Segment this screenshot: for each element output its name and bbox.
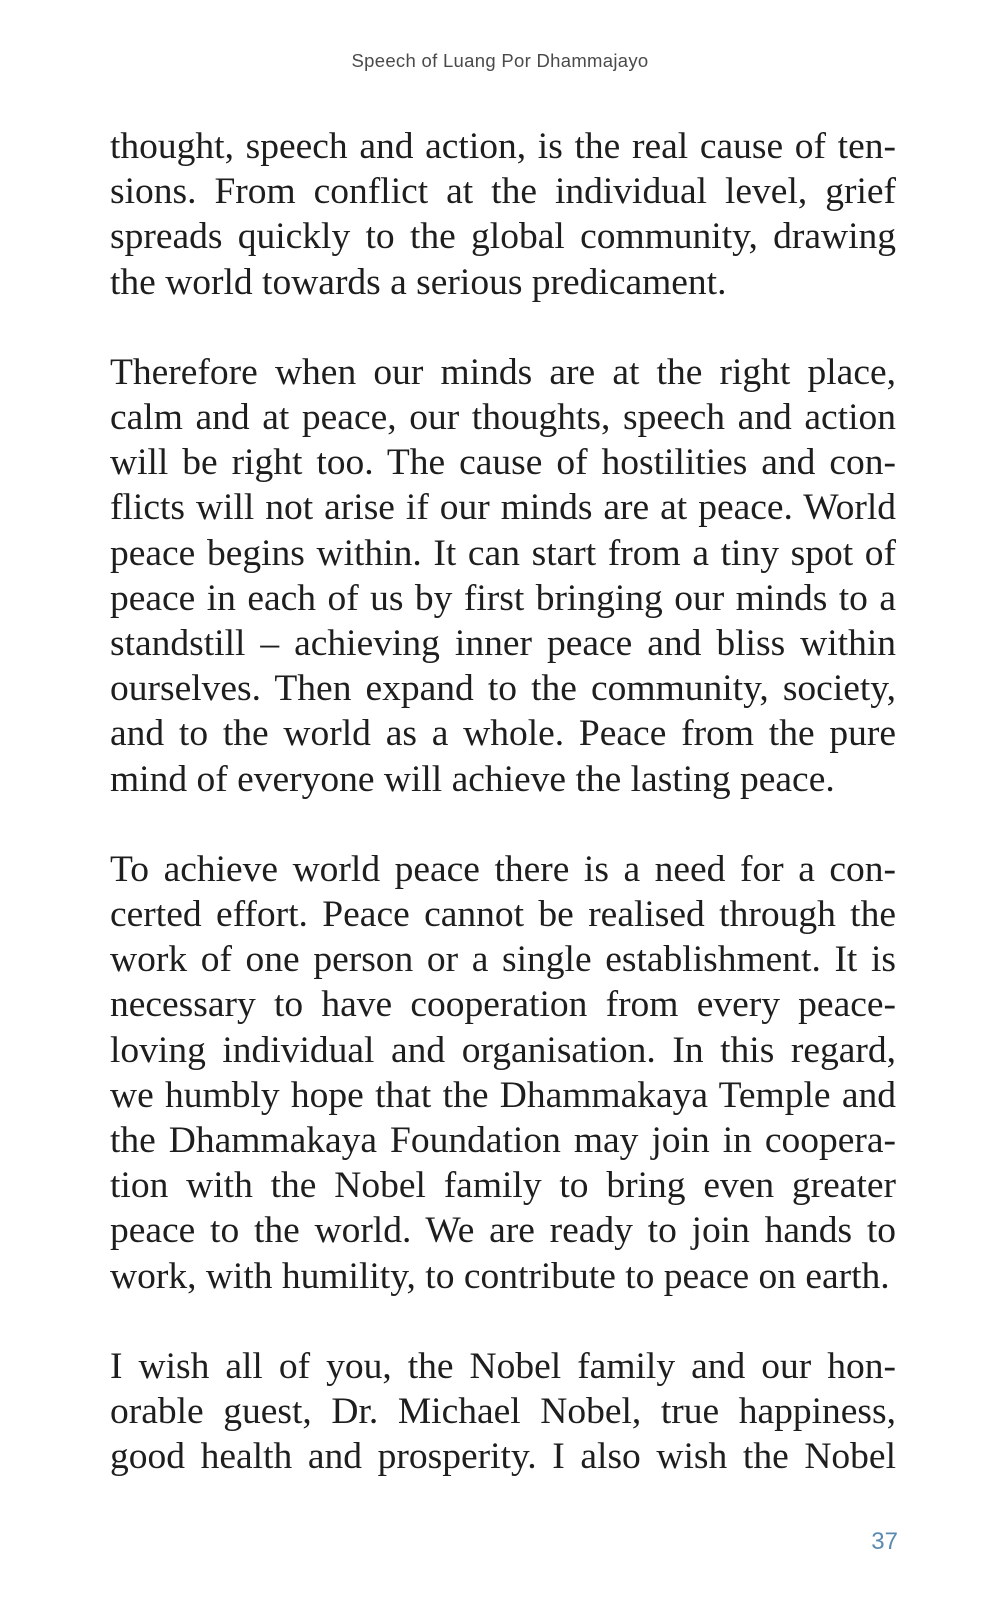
paragraph: thought, speech and action, is the real cause of ten-sions. From conflict at the individual level, grief spreads quickly to the global community, drawing the world towards a serious predicament. <box>110 126 896 303</box>
paragraph: I wish all of you, the Nobel family and our hon-orable guest, Dr. Michael Nobel, true happiness, good health and prosperity. I also wish the Nobel <box>110 1345 896 1478</box>
paragraph: Therefore when our minds are at the right place, calm and at peace, our thoughts, speech and action will be right too. The cause of hostilities and con-flicts will not arise if our minds are at peace. World peace begins within. It can start from a tiny spot of peace in each of us by first bringing our minds to a standstill – achieving inner peace and bliss within ourselves. Then expand to the community, society, and to the world as a whole. Peace from the pure mind of everyone will achieve the lasting peace. <box>110 351 896 800</box>
running-header: Speech of Luang Por Dhammajayo <box>351 50 649 71</box>
body-text <box>110 124 896 1479</box>
page-number: 37 <box>871 1528 898 1555</box>
paragraph: To achieve world peace there is a need for a con-certed effort. Peace cannot be realised through the work of one person or a single establishment. It is necessary to have cooperation from every peace-loving individual and organisation. In this regard, we humbly hope that the Dhammakaya Temple and the Dhammakaya Foundation may join in coopera-tion with the Nobel family to bring even greater peace to the world. We are ready to join hands to work, with humility, to contribute to peace on earth. <box>110 848 896 1297</box>
